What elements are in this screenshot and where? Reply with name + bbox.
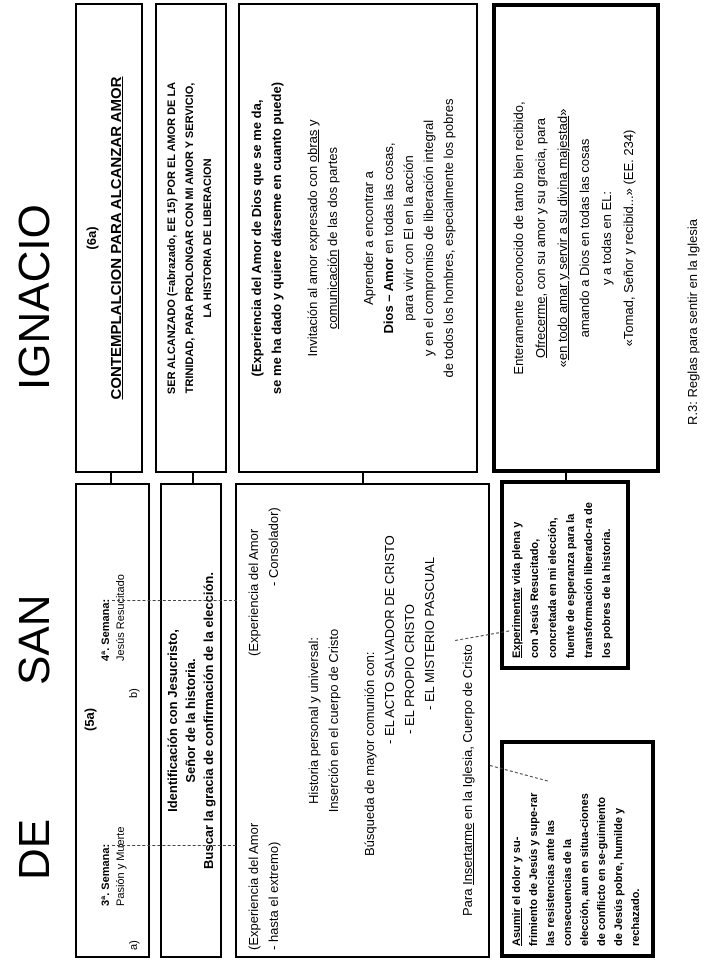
assume-line-7: de Jesús pobre, humilde y [613,807,625,946]
ser-line-3: LA HISTORIA DE LIBERACION [202,158,214,318]
identification-line-1: Identificación con Jesucristo, [165,629,180,812]
identification-line-2: Señor de la historia. [183,658,198,783]
para-line [459,644,476,916]
connector-b-to-exp2 [112,600,237,601]
ser-box [155,3,227,473]
inv-pre: Invitación al amor expresado con [305,162,320,357]
exp1-line-a: (Experiencia del Amor [246,822,261,950]
connector-1 [110,473,112,483]
bottom-line-1: Enteramente reconocido de tanto bien recibido, [511,101,526,375]
title-de: DE [10,818,59,880]
insercion-line: Inserción en el cuerpo de Cristo [326,628,341,813]
busqueda-item-1: - EL ACTO SALVADOR DE CRISTO [382,535,397,744]
left-code: (5a) [82,707,97,731]
inv-comunicacion: comunicación [325,249,340,330]
experiment-box [500,480,630,670]
experiment-line-4: fuente de esperanza para la [565,513,577,658]
aprender-line-3: para vivir con El en la acción [401,155,416,321]
title-san: SAN [10,594,59,685]
bottom-line-5: y a todas en EL: [599,191,614,285]
experiment-line-5: transformación liberado-ra de [583,502,595,658]
exp1-line-b: - hasta el extremo) [266,841,281,950]
experiment-line-3: concretada en mi elección, [547,517,559,658]
experiment-line-6: los pobres de la historia. [601,528,613,658]
a-desc: Pasión y Muerte [115,826,127,906]
experiment-line-1-rest: vida plena y [511,521,523,588]
invitation-line-1 [304,5,321,471]
a-letter: a) [128,940,140,950]
connector-2 [192,473,194,483]
inv-mid: y [305,119,320,130]
bottom-line-6: «Tomad, Señor y recibid...» (EE. 234) [621,129,636,347]
bottom-line-3-underlined: en todo amar y servir a su divina majestad [555,115,570,361]
dios-amor: Dios – Amor [381,257,396,334]
para-post: en la Iglesia, Cuerpo de Cristo [460,644,475,823]
right-bottom-box [492,3,660,473]
busqueda-line: Búsqueda de mayor comunión con: [362,651,377,856]
aprender-line-2-rest: en todas las cosas, [381,142,396,258]
assume-line-6: de conflicto en se-guimiento [596,796,608,946]
invitation-line-2 [324,5,341,471]
bottom-line-4: amando a Dios en todas las cosas [577,138,592,338]
inv-obras: obras [305,129,320,163]
busqueda-item-2: - EL PROPIO CRISTO [402,603,417,734]
ser-line-2: TRINIDAD, PARA PROLONGAR CON MI AMOR Y SERVICIO, [184,82,196,394]
bottom-line-2 [532,7,549,469]
bottom-line-3-close: » [555,108,570,116]
identification-line-3: Buscar la gracia de confirmación de la elección. [201,572,216,869]
aprender-line-1: Aprender a encontrar a [361,171,376,305]
historia-line: Historia personal y universal: [306,637,321,804]
aprender-line-2 [380,5,397,471]
experiment-line-1 [510,522,524,658]
para-underlined: Insertarme [460,822,475,885]
right-exp-a: (Experiencia del Amor de Dios que se me da, [249,99,264,377]
experiment-word: Experimentar [511,587,523,658]
assume-line-1 [510,837,524,946]
exp2-line-b: - Consolador) [266,507,281,586]
footer-note: R.3: Reglas para sentir en la Iglesia [685,219,700,425]
aprender-line-5: de todos los hombres, especialmente los pobres [441,98,456,378]
b-desc: Jesús Resucitado [115,574,127,661]
assume-line-3: las resistencias ante las [545,820,557,946]
assume-line-5: elección, aun en situa-ciones [579,793,591,946]
assume-line-2: frimiento de Jesús y supe-rar [528,792,540,946]
ofrecerme: Ofrecerme [533,296,548,358]
left-header-box [75,483,150,958]
b-week: 4ª. Semana: [100,598,112,661]
experiment-line-2: con Jesús Resucitado, [529,538,541,658]
bottom-line-2-rest: , con su amor y su gracia, para [533,118,548,297]
assume-line-1-rest: el dolor y su- [511,836,523,909]
assume-line-4: consecuencias de la [562,839,574,946]
aprender-line-4: y en el compromiso de liberación integral [421,119,436,357]
connector-4 [565,473,567,483]
inv-post: de las dos partes [325,146,340,250]
assume-word: Asumir [511,908,523,946]
exp2-line-a: (Experiencia del Amor [246,528,261,656]
left-main-box [235,483,490,958]
b-letter: b) [128,688,140,698]
right-exp-b: se me ha dado y quiere dárseme en cuanto puede) [269,81,284,395]
busqueda-item-3: - EL MISTERIO PASCUAL [422,556,437,710]
assume-box [500,740,655,958]
para-pre: Para [460,884,475,916]
assume-line-8: rechazado. [630,888,642,946]
identification-box [160,483,222,958]
connector-3 [362,473,364,483]
right-main-box [238,3,478,473]
right-code: (6a) [84,226,99,250]
ser-line-1: SER ALCANZADO (=abrazado, EE 15) POR EL AMOR DE LA [166,81,178,395]
title-ignacio: IGNACIO [10,204,59,390]
bottom-line-3 [554,7,571,469]
a-week: 3ª. Semana: [100,843,112,906]
connector-a-to-exp1 [112,845,236,846]
right-title: CONTEMPLALCION PARA ALCANZAR AMOR [108,76,125,400]
right-header-box [75,3,143,473]
bottom-line-3-open: « [555,360,570,368]
